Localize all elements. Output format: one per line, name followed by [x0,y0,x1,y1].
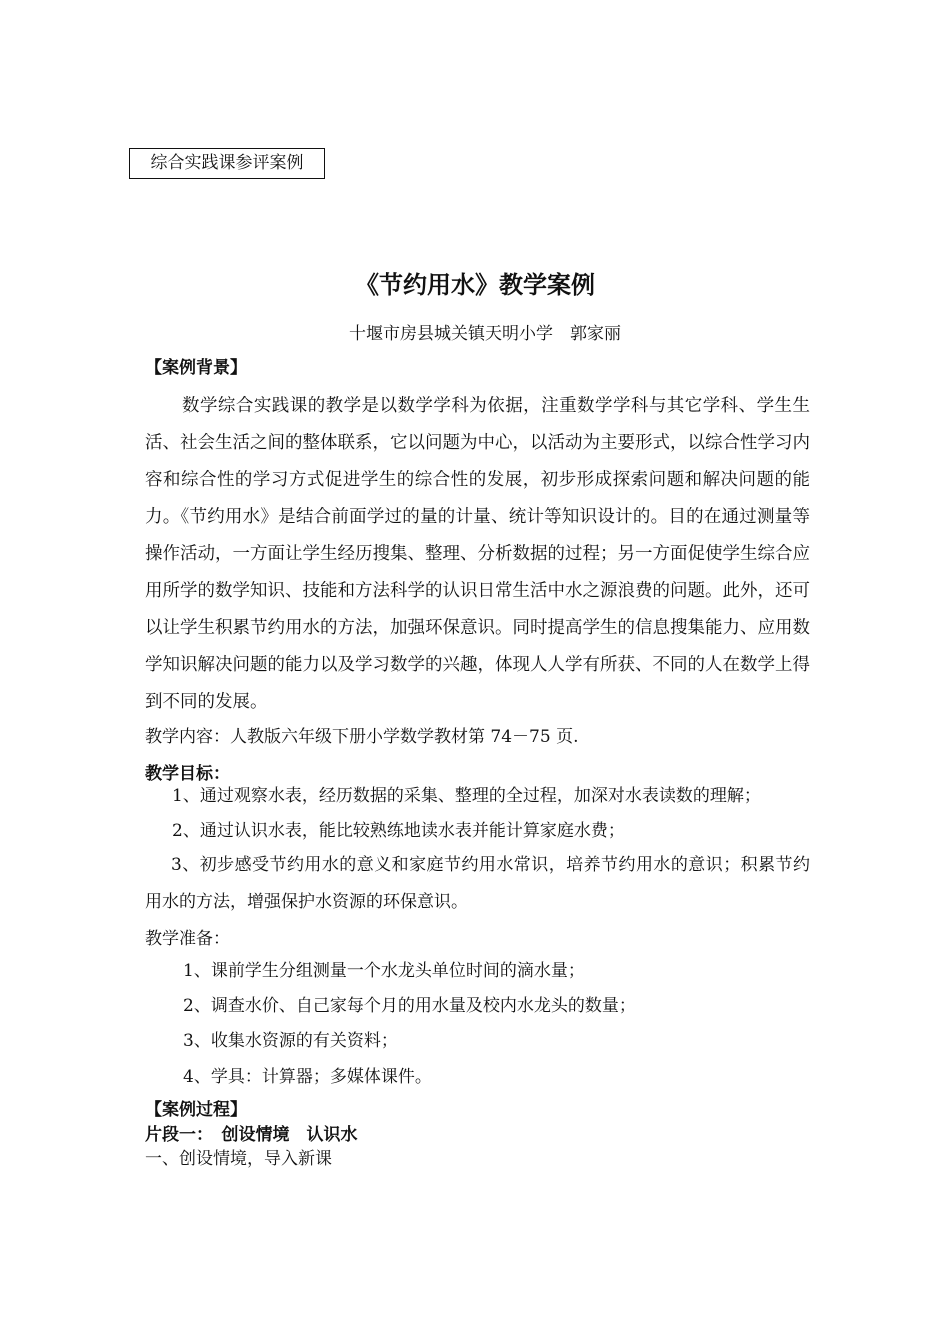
step-one-line: 一、创设情境，导入新课 [145,1149,332,1169]
process-heading: 【案例过程】 [145,1100,247,1120]
page-title: 《节约用水》教学案例 [355,271,595,299]
teaching-content-line: 教学内容：人教版六年级下册小学数学教材第 74－75 页. [145,727,579,747]
background-paragraph: 数学综合实践课的教学是以数学学科为依据，注重数学学科与其它学科、学生生活、社会生活之间的整体联系，它以问题为中心，以活动为主要形式，以综合性学习内容和综合性的学习方式促进学生的综合性的发展，初步形成探索问题和解决问题的能力。《节约用水》是结合前面学过的量的计量、统计等知识设计的。目的在通过测量等操作活动，一方面让学生经历搜集、整理、分析数据的过程；另一方面促使学生综合应用所学的数学知识、技能和方法科学的认识日常生活中水之源浪费的问题。此外，还可以让学生积累节约用水的方法，加强环保意识。同时提高学生的信息搜集能力、应用数学知识解决问题的能力以及学习数学的兴趣，体现人人学有所获、不同的人在数学上得到不同的发展。 [145,396,810,712]
background-heading: 【案例背景】 [145,358,247,378]
prep-item-2: 2、调查水价、自己家每个月的用水量及校内水龙头的数量； [183,996,636,1016]
prep-item-3: 3、收集水资源的有关资料； [183,1031,398,1051]
goal-item-1: 1、通过观察水表，经历数据的采集、整理的全过程，加深对水表读数的理解； [172,786,761,806]
segment-heading: 片段一： 创设情境 认识水 [145,1125,358,1145]
prep-item-4: 4、学具：计算器；多媒体课件。 [183,1067,432,1087]
prep-item-1: 1、课前学生分组测量一个水龙头单位时间的滴水量； [183,961,585,981]
goals-heading: 教学目标： [145,764,230,784]
goal-item-3: 3、初步感受节约用水的意义和家庭节约用水常识，培养节约用水的意识；积累节约用水的方法，增强保护水资源的环保意识。 [145,855,810,912]
author-line: 十堰市房县城关镇天明小学 郭家丽 [349,324,621,344]
goal-item-2: 2、通过认识水表，能比较熟练地读水表并能计算家庭水费； [172,821,625,841]
header-tag: 综合实践课参评案例 [129,148,325,179]
prep-heading: 教学准备： [145,929,230,949]
